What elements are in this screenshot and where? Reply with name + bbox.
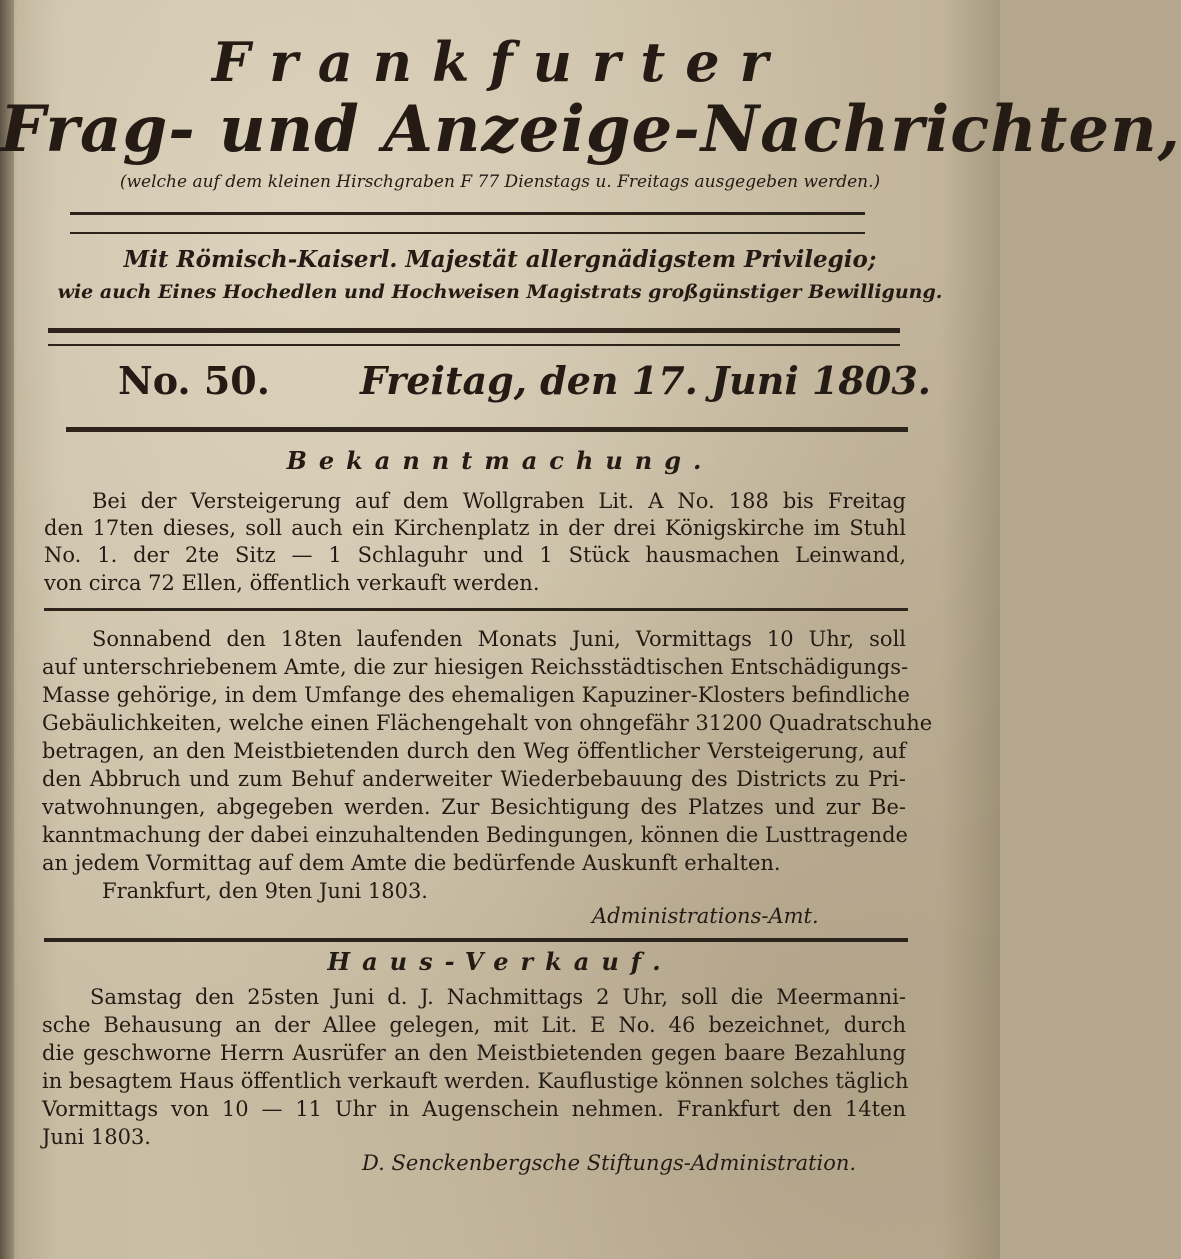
notice1-line: den 17ten dieses, soll auch ein Kirchenplatz in der drei Königskirche im Stuhl [44, 516, 906, 540]
divider-rule-heavy [48, 328, 900, 333]
divider-rule [48, 344, 900, 346]
divider-rule [70, 212, 865, 215]
notice3-line: Vormittags von 10 — 11 Uhr in Augenschein nehmen. Frankfurt den 14ten [42, 1097, 906, 1121]
issue-number: No. 50. [118, 358, 270, 403]
masthead-subtitle: (welche auf dem kleinen Hirschgraben F 77 Dienstags u. Freitags ausgegeben werden.) [119, 172, 881, 192]
notice2-line: vatwohnungen, abgegeben werden. Zur Besichtigung des Platzes und zur Be- [42, 795, 906, 819]
notice3-signature: D. Senckenbergsche Stiftungs-Administration. [362, 1151, 857, 1175]
notice2-line: betragen, an den Meistbietenden durch den Weg öffentlicher Versteigerung, auf [42, 739, 906, 763]
notice1-line: No. 1. der 2te Sitz — 1 Schlaguhr und 1 Stück hausmachen Leinwand, [44, 543, 906, 567]
notice2-line: Masse gehörige, in dem Umfange des ehemaligen Kapuziner-Klosters befindliche [42, 683, 910, 707]
notice2-dateline: Frankfurt, den 9ten Juni 1803. [102, 879, 428, 903]
privilege-line2: wie auch Eines Hochedlen und Hochweisen Magistrats großgünstiger Bewilligung. [57, 281, 943, 303]
divider-rule-heavy [44, 938, 908, 942]
notice1-heading: Bekanntmachung. [286, 446, 714, 475]
notice1-line: Bei der Versteigerung auf dem Wollgraben Lit. A No. 188 bis Freitag [92, 489, 906, 513]
masthead-title-line2: Frag- und Anzeige-Nachrichten, [0, 92, 1181, 167]
notice1-line: von circa 72 Ellen, öffentlich verkauft werden. [44, 571, 540, 595]
notice2-line: Sonnabend den 18ten laufenden Monats Juni, Vormittags 10 Uhr, soll [92, 627, 906, 651]
divider-rule-heavy [66, 427, 908, 432]
divider-rule [44, 608, 908, 611]
notice3-heading: Haus-Verkauf. [327, 947, 673, 976]
issue-date: Freitag, den 17. Juni 1803. [360, 358, 931, 403]
notice3-line: Samstag den 25sten Juni d. J. Nachmittags 2 Uhr, soll die Meermanni- [90, 985, 906, 1009]
notice2-line: an jedem Vormittag auf dem Amte die bedürfende Auskunft erhalten. [42, 851, 781, 875]
notice2-line: den Abbruch und zum Behuf anderweiter Wiederbebauung des Districts zu Pri- [42, 767, 906, 791]
notice2-line: auf unterschriebenem Amte, die zur hiesigen Reichsstädtischen Entschädigungs- [42, 655, 909, 679]
notice2-line: Gebäulichkeiten, welche einen Flächengehalt von ohngefähr 31200 Quadratschuhe [42, 711, 933, 735]
notice2-line: kanntmachung der dabei einzuhaltenden Bedingungen, können die Lusttragende [42, 823, 908, 847]
privilege-line1: Mit Römisch-Kaiserl. Majestät allergnädigstem Privilegio; [123, 246, 877, 273]
notice3-line: Juni 1803. [42, 1125, 151, 1149]
masthead-title-line1: Frankfurter [211, 30, 789, 94]
divider-rule [70, 232, 865, 234]
notice3-line: die geschworne Herrn Ausrüfer an den Meistbietenden gegen baare Bezahlung [42, 1041, 906, 1065]
notice2-signature: Administrations-Amt. [592, 904, 819, 928]
notice3-line: in besagtem Haus öffentlich verkauft werden. Kauflustige können solches täglich [42, 1069, 909, 1093]
notice3-line: sche Behausung an der Allee gelegen, mit Lit. E No. 46 bezeichnet, durch [42, 1013, 906, 1037]
